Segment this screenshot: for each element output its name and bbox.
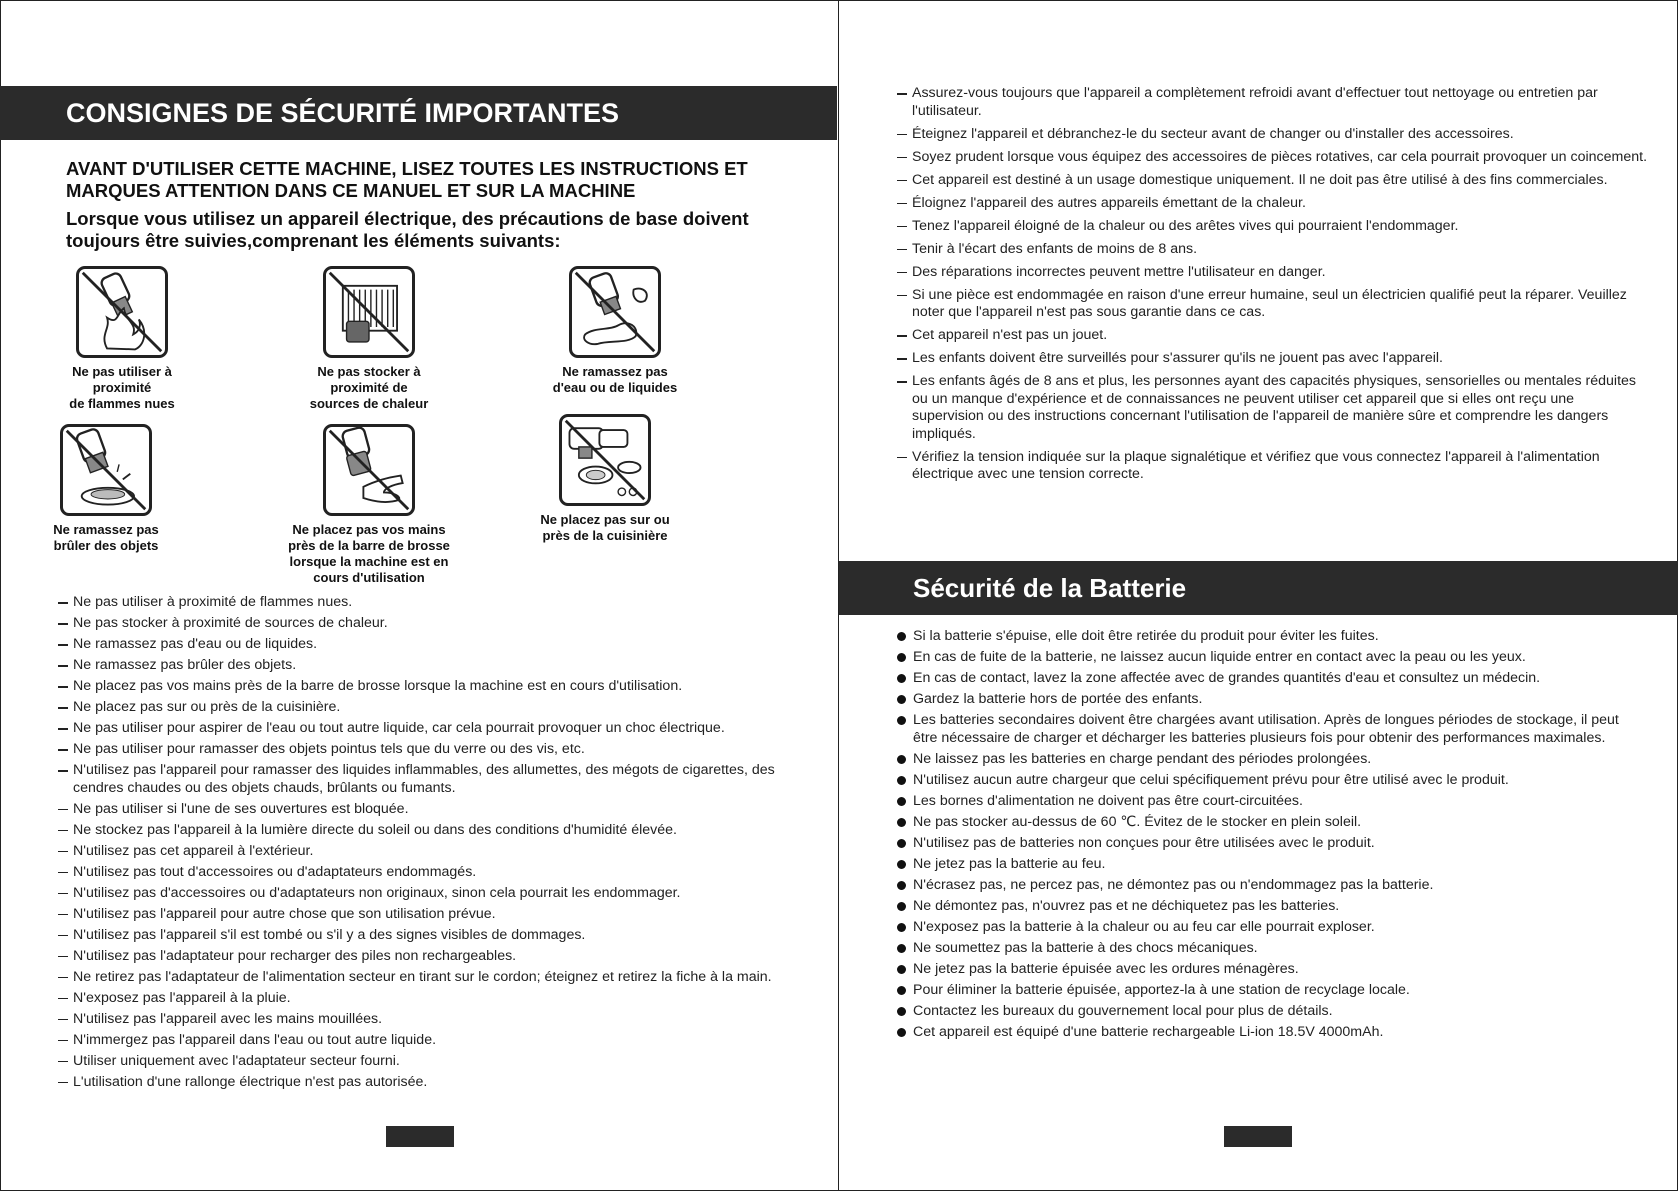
general-safety-list <box>912 85 1647 489</box>
list-item: Ne placez pas sur ou près de la cuisinière. <box>73 699 803 717</box>
list-item: N'écrasez pas, ne percez pas, ne démontez pas ou n'endommagez pas la batterie. <box>913 877 1643 895</box>
icon-caption: Ne ramassez pas brûler des objets <box>53 522 159 553</box>
battery-safety-banner: Sécurité de la Batterie <box>839 561 1678 615</box>
list-item: Ne soumettez pas la batterie à des chocs mécaniques. <box>913 940 1643 958</box>
safety-banner-title: CONSIGNES DE SÉCURITÉ IMPORTANTES <box>0 86 837 140</box>
list-item: N'exposez pas la batterie à la chaleur ou au feu car elle pourrait exploser. <box>913 919 1643 937</box>
no-flame-icon <box>76 266 168 358</box>
list-item: Des réparations incorrectes peuvent mettre l'utilisateur en danger. <box>912 264 1647 282</box>
list-item: Ne laissez pas les batteries en charge pendant des périodes prolongées. <box>913 751 1643 769</box>
list-item: Soyez prudent lorsque vous équipez des accessoires de pièces rotatives, car cela pourrait provoquer un coincement. <box>912 148 1648 165</box>
list-item: Les batteries secondaires doivent être chargées avant utilisation. Après de longues périodes de stockage, il peut être nécessaire de charger et décharger les batteries plusieurs fois pour obtenir des performances maximales. <box>913 712 1643 747</box>
list-item: En cas de fuite de la batterie, ne laissez aucun liquide entrer en contact avec la peau ou les yeux. <box>913 649 1643 667</box>
list-item: Ne ramassez pas brûler des objets. <box>73 657 803 675</box>
list-item: Les enfants âgés de 8 ans et plus, les personnes ayant des capacités physiques, sensorielles ou mentales réduites ou un manque d'expérience et de connaissances ne peuvent utiliser cet appareil que si elles ont reçu une supervision ou des instructions concernant l'utilisation de l'appareil de manière sûre et comprendre les dangers impliqués. <box>912 373 1647 443</box>
list-item: N'utilisez pas l'appareil avec les mains mouillées. <box>73 1011 803 1029</box>
list-item: Ne ramassez pas d'eau ou de liquides. <box>73 636 803 654</box>
list-item: Si la batterie s'épuise, elle doit être retirée du produit pour éviter les fuites. <box>913 628 1643 646</box>
list-item: Cet appareil n'est pas un jouet. <box>912 327 1647 345</box>
list-item: Cet appareil est destiné à un usage domestique uniquement. Il ne doit pas être utilisé à des fins commerciales. <box>912 172 1647 190</box>
list-item: Pour éliminer la batterie épuisée, apportez-la à une station de recyclage locale. <box>913 982 1643 1000</box>
safety-list <box>73 594 803 1095</box>
list-item: Ne pas stocker à proximité de sources de chaleur. <box>73 615 803 633</box>
list-item: Ne pas utiliser pour aspirer de l'eau ou tout autre liquide, car cela pourrait provoquer un choc électrique. <box>73 720 803 738</box>
list-item: Ne pas utiliser pour ramasser des objets pointus tels que du verre ou des vis, etc. <box>73 741 803 759</box>
list-item: Les enfants doivent être surveillés pour s'assurer qu'ils ne jouent pas avec l'appareil. <box>912 350 1647 368</box>
list-item: Cet appareil est équipé d'une batterie rechargeable Li-ion 18.5V 4000mAh. <box>913 1024 1643 1042</box>
list-item: Tenir à l'écart des enfants de moins de 8 ans. <box>912 241 1647 259</box>
precautions-subheading: Lorsque vous utilisez un appareil électrique, des précautions de base doivent toujours être suivies,comprenant les éléments suivants: <box>66 208 749 251</box>
list-item: N'utilisez pas l'appareil pour autre chose que son utilisation prévue. <box>73 906 803 924</box>
list-item: Ne placez pas vos mains près de la barre de brosse lorsque la machine est en cours d'utilisation. <box>73 678 803 696</box>
battery-safety-list <box>913 628 1643 1045</box>
page-number-box-right <box>1224 1126 1292 1147</box>
list-item: Les bornes d'alimentation ne doivent pas être court-circuitées. <box>913 793 1643 811</box>
list-item: Contactez les bureaux du gouvernement local pour plus de détails. <box>913 1003 1643 1021</box>
list-item: Vérifiez la tension indiquée sur la plaque signalétique et vérifiez que vous connectez l'appareil à l'alimentation électrique avec une tension correcte. <box>912 449 1647 484</box>
no-burning-objects-icon <box>60 424 152 516</box>
list-item: N'utilisez pas d'accessoires ou d'adaptateurs non originaux, sinon cela pourrait les endommager. <box>73 885 803 903</box>
list-item: Ne pas stocker au-dessus de 60 ℃. Évitez de le stocker en plein soleil. <box>913 814 1643 832</box>
warning-icon-card <box>6 424 206 554</box>
page-number-box-left <box>386 1126 454 1147</box>
no-hands-near-brush-icon <box>323 424 415 516</box>
list-item: N'utilisez pas tout d'accessoires ou d'adaptateurs endommagés. <box>73 864 803 882</box>
warning-icon-card <box>269 266 469 412</box>
warning-subheading: AVANT D'UTILISER CETTE MACHINE, LISEZ TOUTES LES INSTRUCTIONS ET MARQUES ATTENTION DANS CE MANUEL ET SUR LA MACHINE <box>66 158 748 201</box>
list-item: N'utilisez pas cet appareil à l'extérieur. <box>73 843 803 861</box>
list-item: N'utilisez pas de batteries non conçues pour être utilisées avec le produit. <box>913 835 1643 853</box>
icon-caption: Ne placez pas sur ou près de la cuisinière <box>540 512 670 543</box>
no-stove-icon <box>559 414 651 506</box>
list-item: L'utilisation d'une rallonge électrique n'est pas autorisée. <box>73 1074 803 1092</box>
list-item: Gardez la batterie hors de portée des enfants. <box>913 691 1643 709</box>
list-item: Assurez-vous toujours que l'appareil a complètement refroidi avant d'effectuer tout nettoyage ou entretien par l'utilisateur. <box>912 85 1647 120</box>
list-item: Si une pièce est endommagée en raison d'une erreur humaine, seul un électricien qualifié peut la réparer. Veuillez noter que l'appareil n'est pas sous garantie dans ce cas. <box>912 287 1647 322</box>
list-item: Ne stockez pas l'appareil à la lumière directe du soleil ou dans des conditions d'humidité élevée. <box>73 822 803 840</box>
list-item: Ne retirez pas l'adaptateur de l'alimentation secteur en tirant sur le cordon; éteignez et retirez la fiche à la main. <box>73 969 803 987</box>
icon-caption: Ne pas utiliser à proximité de flammes nues <box>69 364 175 411</box>
list-item: N'utilisez aucun autre chargeur que celui spécifiquement prévu pour être utilisé avec le produit. <box>913 772 1643 790</box>
list-item: Éteignez l'appareil et débranchez-le du secteur avant de changer ou d'installer des accessoires. <box>912 126 1647 144</box>
list-item: N'immergez pas l'appareil dans l'eau ou tout autre liquide. <box>73 1032 803 1050</box>
list-item: Ne démontez pas, n'ouvrez pas et ne déchiquetez pas les batteries. <box>913 898 1643 916</box>
list-item: Utiliser uniquement avec l'adaptateur secteur fourni. <box>73 1053 803 1071</box>
no-heat-source-icon <box>323 266 415 358</box>
icon-caption: Ne placez pas vos mains près de la barre de brosse lorsque la machine est en cours d'utilisation <box>288 522 450 585</box>
icon-caption: Ne pas stocker à proximité de sources de chaleur <box>309 364 429 411</box>
warning-icon-card <box>505 414 705 544</box>
icon-caption: Ne ramassez pas d'eau ou de liquides <box>552 364 678 395</box>
list-item: N'utilisez pas l'adaptateur pour recharger des piles non rechargeables. <box>73 948 803 966</box>
warning-icon-card <box>515 266 715 396</box>
warning-icon-card <box>22 266 222 412</box>
list-item: En cas de contact, lavez la zone affectée avec de grandes quantités d'eau et consultez un médecin. <box>913 670 1643 688</box>
list-item: Ne jetez pas la batterie au feu. <box>913 856 1643 874</box>
list-item: Tenez l'appareil éloigné de la chaleur ou des arêtes vives qui pourraient l'endommager. <box>912 218 1647 236</box>
warning-icon-card <box>269 424 469 586</box>
no-liquid-icon <box>569 266 661 358</box>
list-item: Ne jetez pas la batterie épuisée avec les ordures ménagères. <box>913 961 1643 979</box>
list-item: Ne pas utiliser à proximité de flammes nues. <box>73 594 803 612</box>
list-item: N'utilisez pas l'appareil pour ramasser des liquides inflammables, des allumettes, des mégots de cigarettes, des cendres chaudes ou des objets chauds, brûlants ou fumants. <box>73 762 803 797</box>
list-item: N'utilisez pas l'appareil s'il est tombé ou s'il y a des signes visibles de dommages. <box>73 927 803 945</box>
list-item: Ne pas utiliser si l'une de ses ouvertures est bloquée. <box>73 801 803 819</box>
list-item: N'exposez pas l'appareil à la pluie. <box>73 990 803 1008</box>
list-item: Éloignez l'appareil des autres appareils émettant de la chaleur. <box>912 195 1647 213</box>
